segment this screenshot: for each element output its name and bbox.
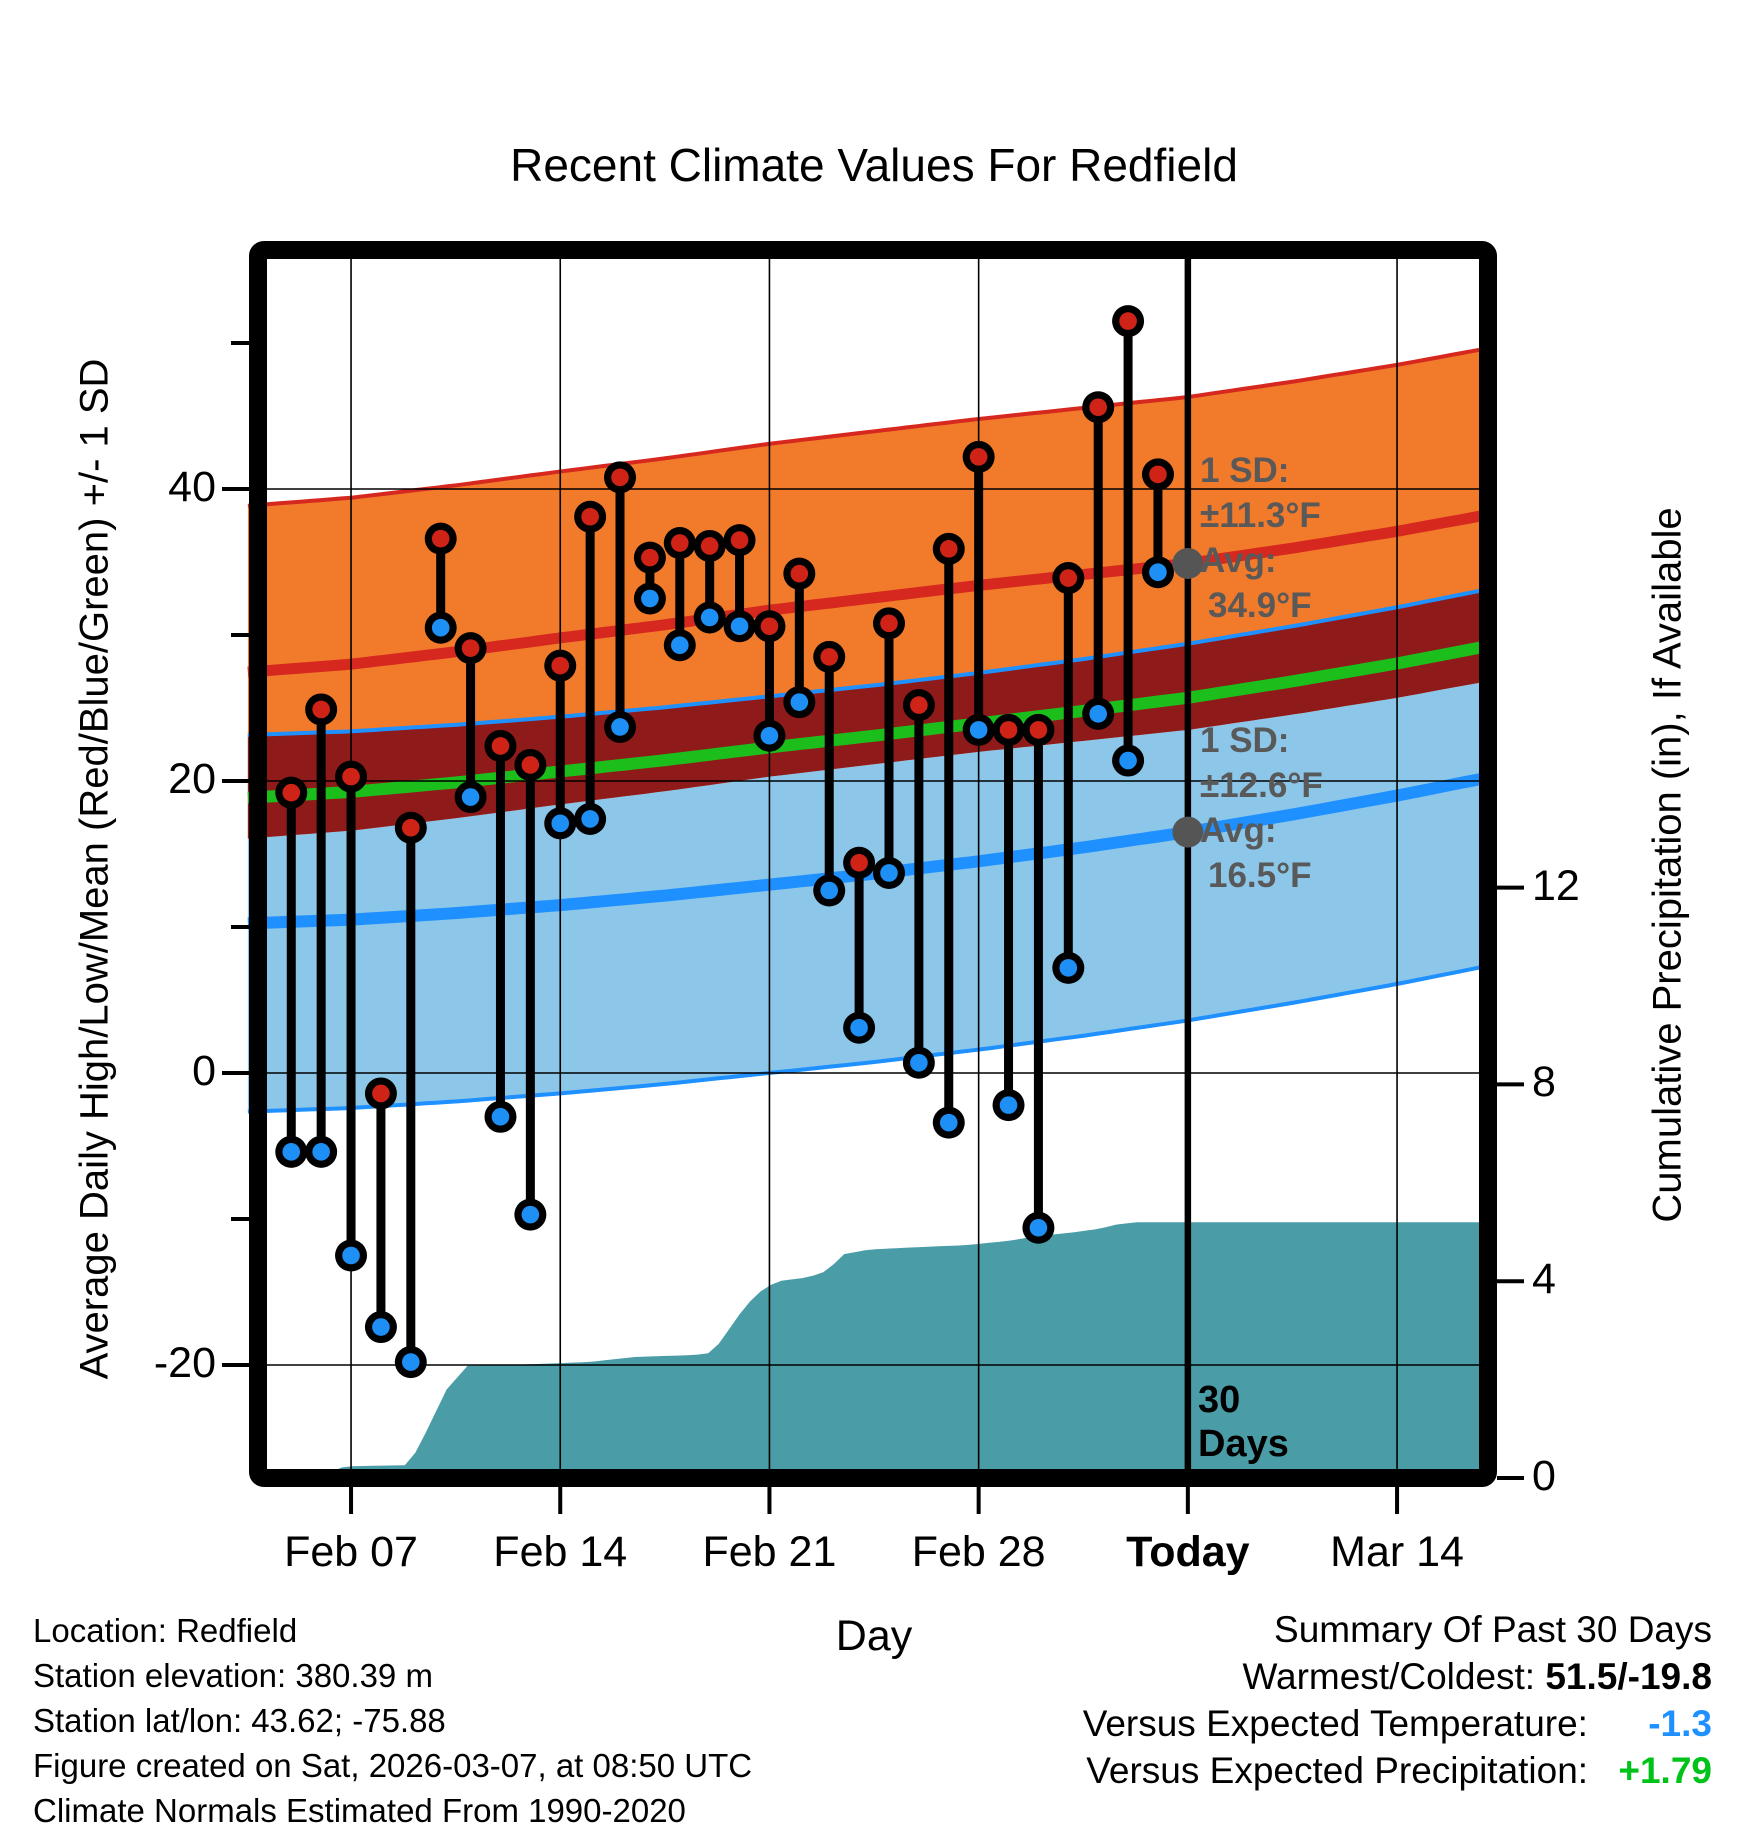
thirty-days-line2: Days [1198,1423,1289,1465]
station-info-block [33,1608,752,1828]
high-dot [1089,398,1107,416]
high-dot [671,534,689,552]
warmest-value: 51.5/-19.8 [1545,1656,1712,1697]
low-dot [761,727,779,745]
high-dot [970,448,988,466]
low-dot [282,1143,300,1161]
low-dot [402,1353,420,1371]
high-dot [641,549,659,567]
today-avg-low-marker [1172,817,1203,848]
low-dot [372,1318,390,1336]
low-dot [970,721,988,739]
high-dot [791,565,809,583]
low-avg-line1: Avg: [1200,811,1277,850]
x-tick-label: Mar 14 [1330,1528,1464,1576]
info-elevation: Station elevation: 380.39 m [33,1657,433,1694]
low-dot [1060,959,1078,977]
high-dot [522,756,540,774]
y-tick-label-left: 20 [168,755,216,803]
x-tick-label: Feb 14 [493,1528,628,1576]
low-dot [1149,563,1167,581]
vs-temp-label: Versus Expected Temperature: [1082,1703,1599,1744]
high-dot [551,657,569,675]
high-dot [910,696,928,714]
high-sd-line1: 1 SD: [1200,451,1290,490]
info-normals: Climate Normals Estimated From 1990-2020 [33,1792,686,1828]
low-sd-line2: ±12.6°F [1200,766,1323,805]
y-tick-label-left: 40 [168,463,216,511]
low-dot [1089,705,1107,723]
high-dot [850,854,868,872]
low-dot [791,693,809,711]
high-dot [1119,312,1137,330]
thirty-days-line1: 30 [1198,1379,1241,1421]
low-dot [731,617,749,635]
low-dot [551,815,569,833]
low-dot [641,590,659,608]
vs-precip-value: +1.79 [1618,1750,1712,1791]
info-created: Figure created on Sat, 2026-03-07, at 08:50 UTC [33,1747,753,1784]
summary-block [1083,1606,1712,1794]
high-dot [611,469,629,487]
vs-temp-value: -1.3 [1648,1703,1712,1744]
low-sd-line1: 1 SD: [1200,721,1290,760]
high-dot [1149,466,1167,484]
high-avg-line2: 34.9°F [1208,586,1312,625]
high-dot [581,508,599,526]
low-dot [1000,1096,1018,1114]
y-tick-label-right: 12 [1532,861,1580,910]
y-tick-label-right: 0 [1532,1452,1556,1500]
high-dot [432,530,450,548]
x-tick-label: Feb 07 [284,1528,418,1576]
high-dot [701,537,719,555]
summary-title: Summary Of Past 30 Days [1274,1609,1712,1650]
low-dot [850,1019,868,1037]
y-tick-label-left: 0 [192,1047,216,1095]
low-dot [910,1054,928,1072]
high-avg-line1: Avg: [1200,541,1277,580]
high-dot [402,819,420,837]
high-dot [820,648,838,666]
high-dot [372,1085,390,1103]
high-sd-annotation [1200,448,1321,628]
summary-vs-temp-row [1083,1700,1712,1747]
summary-warmest-row [1083,1653,1712,1700]
high-dot [731,531,749,549]
low-dot [1030,1219,1048,1237]
low-dot [522,1206,540,1224]
low-dot [940,1114,958,1132]
low-dot [1119,752,1137,770]
high-dot [1000,721,1018,739]
low-dot [820,882,838,900]
low-dot [581,810,599,828]
high-dot [940,540,958,558]
thirty-days-marker-label [1198,1378,1289,1466]
low-dot [492,1108,510,1126]
y-tick-label-right: 8 [1532,1058,1556,1107]
high-dot [312,701,330,719]
high-dot [492,737,510,755]
low-avg-line2: 16.5°F [1208,856,1312,895]
low-dot [701,609,719,627]
x-tick-label: Feb 21 [702,1528,837,1576]
x-tick-label: Feb 28 [911,1528,1046,1576]
low-dot [462,788,480,806]
warmest-label: Warmest/Coldest: [1242,1656,1546,1697]
high-dot [880,615,898,633]
y-axis-right-label: Cumulative Precipitation (in), If Available [1645,507,1690,1223]
today-avg-high-marker [1172,548,1203,579]
high-dot [1030,721,1048,739]
low-sd-annotation [1200,718,1323,898]
y-tick-label-left: -20 [153,1339,216,1387]
vs-precip-label: Versus Expected Precipitation: [1086,1750,1599,1791]
x-tick-label: Today [1126,1528,1250,1576]
low-dot [342,1247,360,1265]
x-axis-label: Day [835,1612,913,1660]
high-dot [462,639,480,657]
info-location: Location: Redfield [33,1612,298,1649]
low-dot [880,864,898,882]
low-dot [611,718,629,736]
high-dot [282,784,300,802]
high-dot [761,617,779,635]
high-sd-line2: ±11.3°F [1200,496,1321,535]
y-axis-left-label: Average Daily High/Low/Mean (Red/Blue/Green) +/- 1 SD [72,358,117,1380]
high-dot [1060,569,1078,587]
low-dot [671,636,689,654]
cumulative-precip-area [248,1222,1491,1478]
low-dot [312,1143,330,1161]
summary-vs-precip-row [1083,1747,1712,1794]
high-dot [342,768,360,786]
chart-title: Recent Climate Values For Redfield [510,139,1238,191]
info-latlon: Station lat/lon: 43.62; -75.88 [33,1702,446,1739]
low-dot [432,619,450,637]
y-tick-label-right: 4 [1532,1255,1556,1304]
